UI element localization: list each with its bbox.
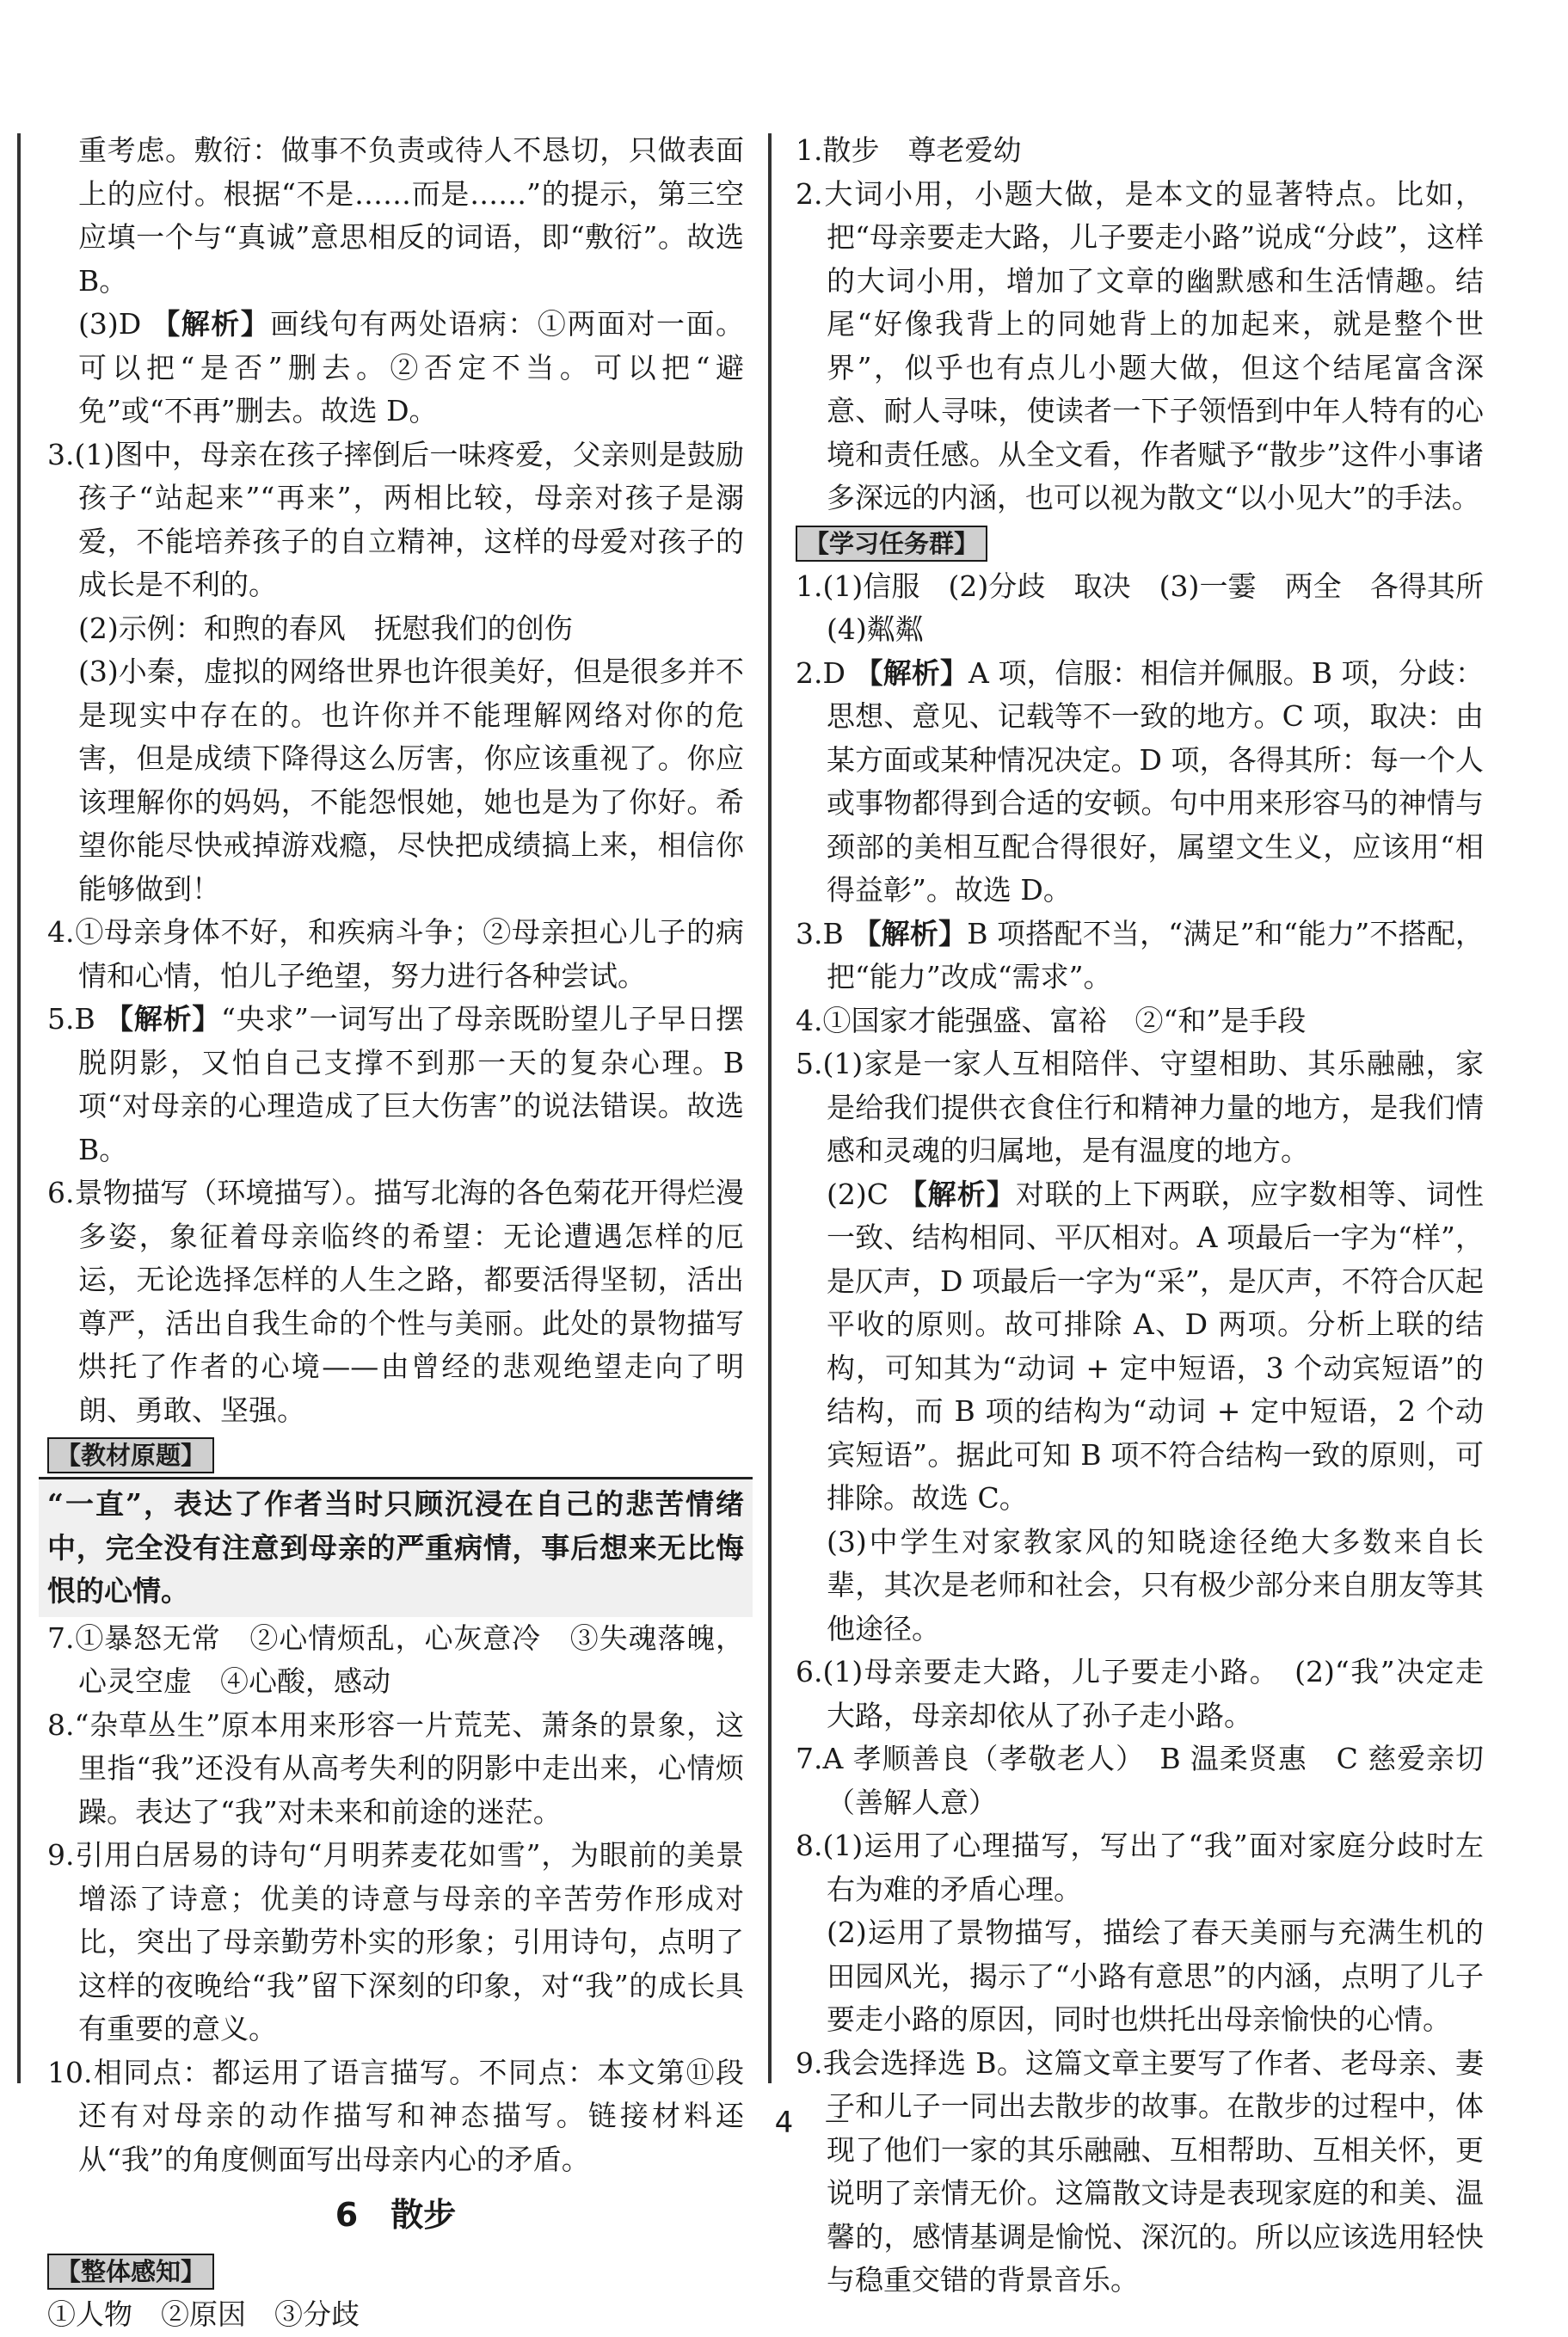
answer-6: 6.景物描写（环境描写）。描写北海的各色菊花开得烂漫多姿，象征着母亲临终的希望：无论遭遇怎样的厄运，无论选择怎样的人生之路，都要活得坚韧，活出尊严，活出自我生命的个性与美丽。此处的景物描写烘托了作者的心境——由曾经的悲观绝望走向了明朗、勇敢、坚强。: [47, 1176, 744, 1427]
answer-3-3: (3)小秦，虚拟的网络世界也许很美好，但是很多并不是现实中存在的。也许你并不能理解网络对你的危害，但是成绩下降得这么厉害，你应该重视了。你应该理解你的妈妈，不能怨恨她，她也是为了你好。希望你能尽快戒掉游戏瘾，尽快把成绩搞上来，相信你能够做到！: [78, 655, 744, 906]
task-answer-2: 2.D 【解析】A 项，信服：相信并佩服。B 项，分歧：思想、意见、记载等不一致的地方。C 项，取决：由某方面或某种情况决定。D 项，各得其所：每一个人或事物都得到合适的安顿。句中用来形容马的神情与颈部的美相互配合得很好，属望文生义，应该用“相得益彰”。故选 D。: [796, 655, 1484, 907]
answer-3-1: 3.(1)图中，母亲在孩子摔倒后一味疼爱，父亲则是鼓励孩子“站起来”“再来”，两相比较，母亲对孩子是溺爱，不能培养孩子的自立精神，这样的母爱对孩子的成长是不利的。: [47, 437, 744, 601]
task-answer-5-1: 5.(1)家是一家人互相陪伴、守望相助、其乐融融，家是给我们提供衣食住行和精神力量的地方，是我们情感和灵魂的归属地，是有温度的地方。: [796, 1047, 1484, 1167]
task-answer-8-1: 8.(1)运用了心理描写，写出了“我”面对家庭分歧时左右为难的矛盾心理。: [796, 1829, 1484, 1906]
answer-8: 8.“杂草丛生”原本用来形容一片荒芜、萧条的景象，这里指“我”还没有从高考失利的阴影中走出来，心情烦躁。表达了“我”对未来和前途的迷茫。: [47, 1707, 744, 1829]
page-number: － 4 －: [716, 2106, 852, 2140]
answer-10: 10.相同点：都运用了语言描写。不同点：本文第⑪段还有对母亲的动作描写和神态描写。链接材料还从“我”的角度侧面写出母亲内心的矛盾。: [47, 2055, 744, 2176]
left-margin-rule: [17, 133, 21, 2083]
textbook-original-answer: “一直”，表达了作者当时只顾沉浸在自己的悲苦情绪中，完全没有注意到母亲的严重病情，事后想来无比悔恨的心情。: [39, 1477, 753, 1617]
section-tag-overall: 【整体感知】: [47, 2254, 214, 2290]
answer-4: 4.①母亲身体不好，和疾病斗争；②母亲担心儿子的病情和心情，怕儿子绝望，努力进行各种尝试。: [47, 915, 744, 993]
analysis-tag: 【解析】: [854, 655, 969, 690]
analysis-tag: 【解析】: [852, 916, 968, 950]
task-answer-8-2: (2)运用了景物描写，描绘了春天美丽与充满生机的田园风光，揭示了“小路有意思”的内涵，点明了儿子要走小路的原因，同时也烘托出母亲愉快的心情。: [827, 1916, 1484, 2036]
task-answer-1: 1.(1)信服 (2)分歧 取决 (3)一霎 两全 各得其所 (4)粼粼: [796, 569, 1512, 646]
section-tag-textbook: 【教材原题】: [47, 1437, 214, 1473]
answer-continuation: 重考虑。敷衍：做事不负责或待人不恳切，只做表面上的应付。根据“不是……而是……”的提示，第三空应填一个与“真诚”意思相反的词语，即“敷衍”。故选 B。: [78, 133, 744, 298]
walk-answer-2: 2.大词小用，小题大做，是本文的显著特点。比如，把“母亲要走大路，儿子要走小路”说成“分歧”，这样的大词小用，增加了文章的幽默感和生活情趣。结尾“好像我背上的同她背上的加起来，就是整个世界”，似乎也有点儿小题大做，但这个结尾富含深意、耐人寻味，使读者一下子领悟到中年人特有的心境和责任感。从全文看，作者赋予“散步”这件小事诸多深远的内涵，也可以视为散文“以小见大”的手法。: [796, 176, 1484, 514]
overall-answer: ①人物 ②原因 ③分歧: [47, 2297, 360, 2331]
task-answer-6: 6.(1)母亲要走大路，儿子要走小路。 (2)“我”决定走大路，母亲却依从了孙子走小路。: [796, 1655, 1484, 1732]
answer-9: 9.引用白居易的诗句“月明荞麦花如雪”，为眼前的美景增添了诗意；优美的诗意与母亲的辛苦劳作形成对比，突出了母亲勤劳朴实的形象；引用诗句，点明了这样的夜晚给“我”留下深刻的印象，对“我”的成长具有重要的意义。: [47, 1838, 744, 2045]
analysis-tag: 【解析】: [104, 1002, 221, 1036]
answer-5: 5.B 【解析】“央求”一词写出了母亲既盼望儿子早日摆脱阴影，又怕自己支撑不到那一天的复杂心理。B 项“对母亲的心理造成了巨大伤害”的说法错误。故选 B。: [47, 1002, 744, 1166]
lesson-title: 6 散步: [335, 2196, 457, 2234]
answer-3-2: (2)示例：和煦的春风 抚慰我们的创伤: [78, 611, 573, 645]
task-answer-3: 3.B 【解析】B 项搭配不当，“满足”和“能力”不搭配，把“能力”改成“需求”。: [796, 916, 1485, 993]
task-answer-5-3: (3)中学生对家教家风的知晓途径绝大多数来自长辈，其次是老师和社会，只有极少部分来自朋友等其他途径。: [827, 1524, 1484, 1645]
answer-7: 7.①暴怒无常 ②心情烦乱，心灰意冷 ③失魂落魄，心灵空虚 ④心酸，感动: [47, 1621, 744, 1698]
task-answer-7: 7.A 孝顺善良（孝敬老人） B 温柔贤惠 C 慈爱亲切（善解人意）: [796, 1742, 1484, 1819]
right-column: [796, 129, 1512, 2303]
answer-2-3: (3)D 【解析】画线句有两处语病：①两面对一面。可以把“是否”删去。②否定不当。可以把“避免”或“不再”删去。故选 D。: [78, 307, 745, 427]
analysis-tag: 【解析】: [151, 307, 271, 341]
walk-answer-1: 1.散步 尊老爱幼: [796, 133, 1022, 167]
analysis-tag: 【解析】: [898, 1177, 1016, 1211]
task-answer-9: 9.我会选择选 B。这篇文章主要写了作者、老母亲、妻子和儿子一同出去散步的故事。在散步的过程中，体现了他们一家的其乐融融、互相帮助、互相关怀，更说明了亲情无价。这篇散文诗是表现家庭的和美、温馨的，感情基调是愉悦、深沉的。所以应该选用轻快与稳重交错的背景音乐。: [796, 2045, 1484, 2297]
column-divider: [768, 133, 772, 2083]
section-tag-tasks: 【学习任务群】: [796, 526, 987, 562]
left-column: [47, 129, 744, 2337]
task-answer-4: 4.①国家才能强盛、富裕 ②“和”是手段: [796, 1003, 1307, 1037]
task-answer-5-2: (2)C 【解析】对联的上下两联，应字数相等、词性一致、结构相同、平仄相对。A 项最后一字为“样”，是仄声，D 项最后一字为“采”，是仄声，不符合仄起平收的原则。故可排除 A、D 两项。分析上联的结构，可知其为“动词 + 定中短语，3 个动宾短语”的结构，而 B 项的结构为“动词 + 定中短语，2 个动宾短语”。据此可知 B 项不符合结构一致的原则，可排除。故选 C。: [827, 1177, 1485, 1515]
